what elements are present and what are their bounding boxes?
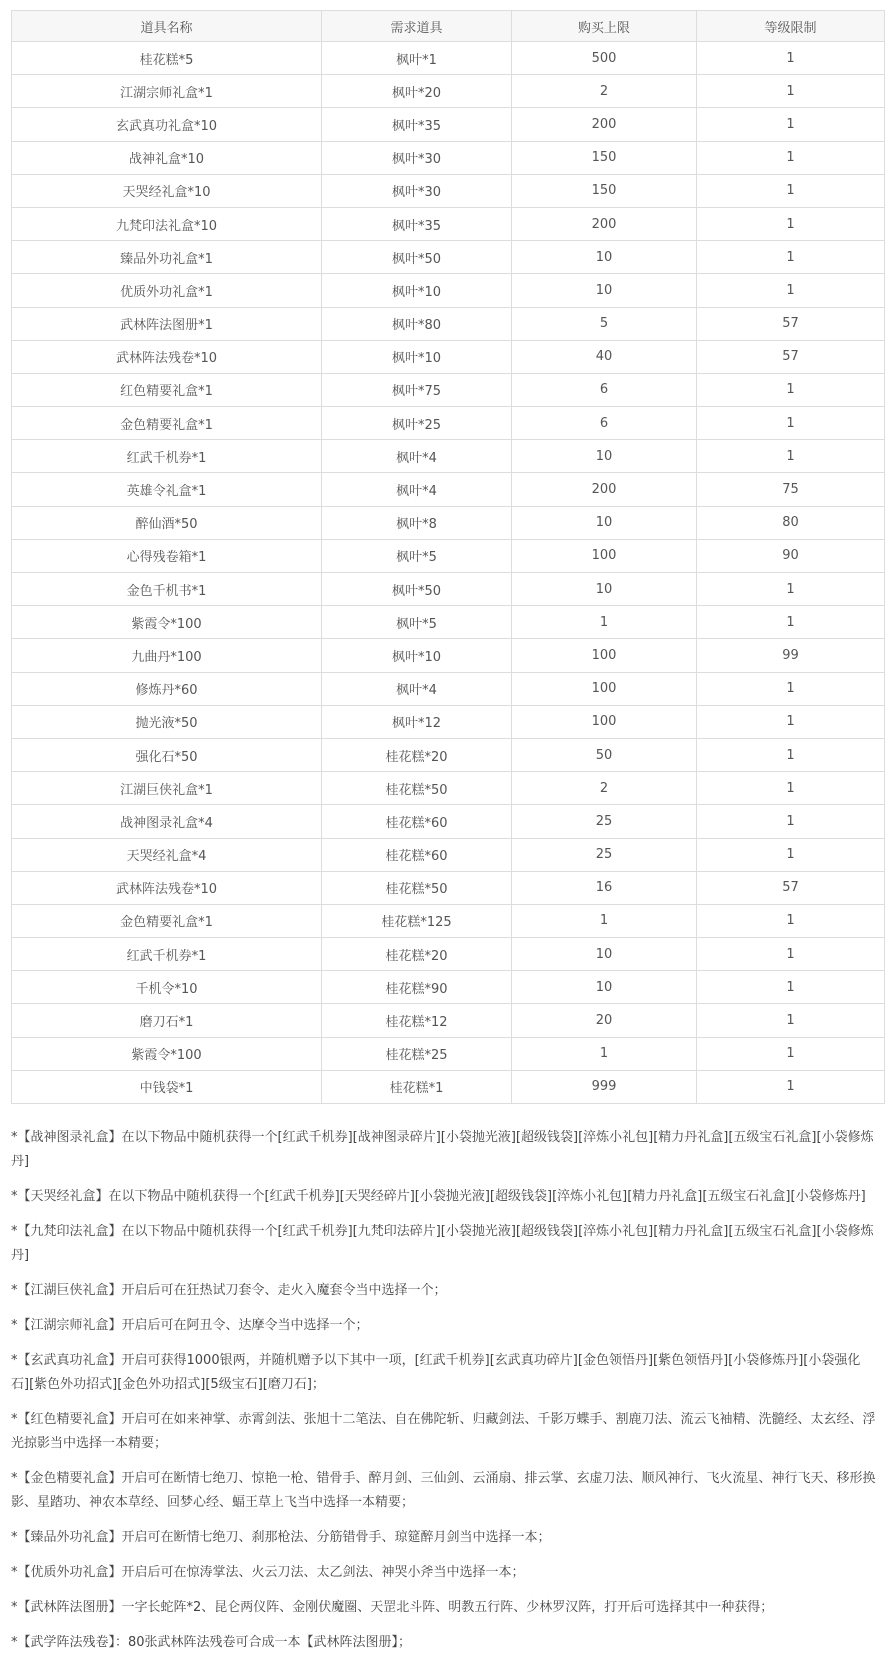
note-paragraph: *【玄武真功礼盒】开启可获得1000银两，并随机赠予以下其中一项，[红武千机券][玄武真功碎片][金色领悟丹][紫色领悟丹][小袋修炼丹][小袋强化石][紫色外功招式][金色外功招式][5级宝石][磨刀石]； bbox=[11, 1353, 861, 1392]
table-row bbox=[12, 639, 885, 672]
table-row bbox=[12, 938, 885, 971]
cell-level-limit: 90 bbox=[697, 539, 885, 572]
cell-required-item: 枫叶*35 bbox=[322, 207, 512, 240]
cell-required-item: 枫叶*5 bbox=[322, 606, 512, 639]
cell-purchase-limit: 100 bbox=[512, 639, 697, 672]
cell-item-name: 江湖宗师礼盒*1 bbox=[12, 75, 322, 108]
cell-required-item: 枫叶*25 bbox=[322, 407, 512, 440]
note-paragraph: *【红色精要礼盒】开启可在如来神掌、赤霄剑法、张旭十二笔法、自在佛陀斩、归藏剑法、千影万蝶手、割鹿刀法、流云飞袖精、洗髓经、太玄经、浮光掠影当中选择一本精要； bbox=[11, 1412, 876, 1451]
table-row bbox=[12, 539, 885, 572]
cell-required-item: 枫叶*30 bbox=[322, 141, 512, 174]
cell-item-name: 千机令*10 bbox=[12, 971, 322, 1004]
cell-item-name: 紫霞令*100 bbox=[12, 606, 322, 639]
cell-required-item: 桂花糕*12 bbox=[322, 1004, 512, 1037]
cell-purchase-limit: 100 bbox=[512, 539, 697, 572]
table-row bbox=[12, 373, 885, 406]
cell-item-name: 九曲丹*100 bbox=[12, 639, 322, 672]
cell-level-limit: 57 bbox=[697, 307, 885, 340]
cell-level-limit: 1 bbox=[697, 805, 885, 838]
table-row bbox=[12, 606, 885, 639]
cell-purchase-limit: 5 bbox=[512, 307, 697, 340]
cell-purchase-limit: 150 bbox=[512, 141, 697, 174]
cell-level-limit: 1 bbox=[697, 141, 885, 174]
cell-level-limit: 1 bbox=[697, 1037, 885, 1070]
note-paragraph: *【九梵印法礼盒】在以下物品中随机获得一个[红武千机券][九梵印法碎片][小袋抛光液][超级钱袋][淬炼小礼包][精力丹礼盒][五级宝石礼盒][小袋修炼丹] bbox=[11, 1224, 874, 1263]
table-row bbox=[12, 407, 885, 440]
cell-level-limit: 1 bbox=[697, 42, 885, 75]
note-paragraph: *【天哭经礼盒】在以下物品中随机获得一个[红武千机券][天哭经碎片][小袋抛光液][超级钱袋][淬炼小礼包][精力丹礼盒][五级宝石礼盒][小袋修炼丹] bbox=[11, 1189, 866, 1204]
cell-level-limit: 1 bbox=[697, 75, 885, 108]
cell-required-item: 桂花糕*50 bbox=[322, 871, 512, 904]
note-paragraph: *【优质外功礼盒】开启后可在惊涛掌法、火云刀法、太乙剑法、神哭小斧当中选择一本； bbox=[11, 1565, 525, 1580]
cell-level-limit: 1 bbox=[697, 705, 885, 738]
note-paragraph: *【江湖巨侠礼盒】开启后可在狂热试刀套令、走火入魔套令当中选择一个； bbox=[11, 1283, 447, 1298]
table-row bbox=[12, 805, 885, 838]
cell-purchase-limit: 40 bbox=[512, 340, 697, 373]
cell-item-name: 武林阵法图册*1 bbox=[12, 307, 322, 340]
cell-item-name: 心得残卷箱*1 bbox=[12, 539, 322, 572]
cell-item-name: 英雄令礼盒*1 bbox=[12, 473, 322, 506]
cell-level-limit: 75 bbox=[697, 473, 885, 506]
header-purchase-limit: 购买上限 bbox=[512, 11, 697, 42]
cell-purchase-limit: 6 bbox=[512, 407, 697, 440]
cell-level-limit: 1 bbox=[697, 207, 885, 240]
cell-required-item: 枫叶*75 bbox=[322, 373, 512, 406]
cell-item-name: 红武千机券*1 bbox=[12, 938, 322, 971]
table-row bbox=[12, 971, 885, 1004]
table-row bbox=[12, 440, 885, 473]
cell-purchase-limit: 1 bbox=[512, 606, 697, 639]
cell-level-limit: 1 bbox=[697, 241, 885, 274]
cell-purchase-limit: 1 bbox=[512, 1037, 697, 1070]
cell-item-name: 臻品外功礼盒*1 bbox=[12, 241, 322, 274]
cell-purchase-limit: 10 bbox=[512, 573, 697, 606]
cell-item-name: 武林阵法残卷*10 bbox=[12, 871, 322, 904]
cell-level-limit: 1 bbox=[697, 971, 885, 1004]
cell-required-item: 枫叶*10 bbox=[322, 274, 512, 307]
cell-required-item: 枫叶*10 bbox=[322, 639, 512, 672]
table-row bbox=[12, 1070, 885, 1103]
table-row bbox=[12, 42, 885, 75]
cell-purchase-limit: 1 bbox=[512, 904, 697, 937]
cell-purchase-limit: 999 bbox=[512, 1070, 697, 1103]
cell-required-item: 桂花糕*50 bbox=[322, 772, 512, 805]
table-row bbox=[12, 838, 885, 871]
cell-level-limit: 1 bbox=[697, 772, 885, 805]
cell-purchase-limit: 25 bbox=[512, 805, 697, 838]
table-row bbox=[12, 672, 885, 705]
note-paragraph: *【金色精要礼盒】开启可在断情七绝刀、惊艳一枪、错骨手、醉月剑、三仙剑、云涌扇、排云掌、玄虚刀法、顺风神行、飞火流星、神行飞天、移形换影、星踏功、神农本草经、回梦心经、蝠王草上飞当中选择一本精要； bbox=[11, 1471, 876, 1510]
cell-required-item: 枫叶*30 bbox=[322, 174, 512, 207]
cell-level-limit: 1 bbox=[697, 672, 885, 705]
cell-item-name: 红色精要礼盒*1 bbox=[12, 373, 322, 406]
cell-purchase-limit: 10 bbox=[512, 241, 697, 274]
cell-item-name: 金色精要礼盒*1 bbox=[12, 407, 322, 440]
cell-item-name: 磨刀石*1 bbox=[12, 1004, 322, 1037]
cell-required-item: 枫叶*4 bbox=[322, 672, 512, 705]
table-row bbox=[12, 473, 885, 506]
cell-purchase-limit: 50 bbox=[512, 738, 697, 771]
cell-level-limit: 1 bbox=[697, 938, 885, 971]
cell-item-name: 中钱袋*1 bbox=[12, 1070, 322, 1103]
table-row bbox=[12, 207, 885, 240]
cell-item-name: 武林阵法残卷*10 bbox=[12, 340, 322, 373]
cell-required-item: 枫叶*4 bbox=[322, 440, 512, 473]
cell-item-name: 战神礼盒*10 bbox=[12, 141, 322, 174]
cell-item-name: 金色千机书*1 bbox=[12, 573, 322, 606]
cell-level-limit: 1 bbox=[697, 108, 885, 141]
table-row bbox=[12, 307, 885, 340]
cell-purchase-limit: 500 bbox=[512, 42, 697, 75]
cell-item-name: 玄武真功礼盒*10 bbox=[12, 108, 322, 141]
note-paragraph: *【武林阵法图册】一字长蛇阵*2、昆仑两仪阵、金刚伏魔圈、天罡北斗阵、明教五行阵、少林罗汉阵，打开后可选择其中一种获得； bbox=[11, 1600, 774, 1615]
cell-purchase-limit: 6 bbox=[512, 373, 697, 406]
cell-required-item: 枫叶*1 bbox=[322, 42, 512, 75]
note-paragraph: *【战神图录礼盒】在以下物品中随机获得一个[红武千机券][战神图录碎片][小袋抛光液][超级钱袋][淬炼小礼包][精力丹礼盒][五级宝石礼盒][小袋修炼丹] bbox=[11, 1130, 874, 1169]
cell-level-limit: 1 bbox=[697, 274, 885, 307]
exchange-table bbox=[11, 10, 885, 1104]
cell-required-item: 枫叶*20 bbox=[322, 75, 512, 108]
cell-level-limit: 57 bbox=[697, 871, 885, 904]
cell-required-item: 桂花糕*60 bbox=[322, 838, 512, 871]
cell-item-name: 金色精要礼盒*1 bbox=[12, 904, 322, 937]
table-row bbox=[12, 141, 885, 174]
table-row bbox=[12, 174, 885, 207]
table-row bbox=[12, 904, 885, 937]
cell-purchase-limit: 10 bbox=[512, 274, 697, 307]
cell-item-name: 红武千机券*1 bbox=[12, 440, 322, 473]
cell-level-limit: 1 bbox=[697, 440, 885, 473]
cell-purchase-limit: 20 bbox=[512, 1004, 697, 1037]
table-row bbox=[12, 705, 885, 738]
table-row bbox=[12, 75, 885, 108]
cell-level-limit: 1 bbox=[697, 738, 885, 771]
table-row bbox=[12, 738, 885, 771]
cell-level-limit: 1 bbox=[697, 174, 885, 207]
table-row bbox=[12, 1004, 885, 1037]
table-header-row bbox=[12, 11, 885, 42]
table-row bbox=[12, 340, 885, 373]
cell-level-limit: 99 bbox=[697, 639, 885, 672]
cell-purchase-limit: 10 bbox=[512, 440, 697, 473]
cell-required-item: 桂花糕*20 bbox=[322, 738, 512, 771]
cell-level-limit: 1 bbox=[697, 573, 885, 606]
table-body bbox=[12, 42, 885, 1104]
cell-purchase-limit: 2 bbox=[512, 75, 697, 108]
note-paragraph: *【武学阵法残卷】：80张武林阵法残卷可合成一本【武林阵法图册】； bbox=[11, 1635, 412, 1650]
cell-required-item: 桂花糕*60 bbox=[322, 805, 512, 838]
cell-item-name: 紫霞令*100 bbox=[12, 1037, 322, 1070]
cell-level-limit: 1 bbox=[697, 373, 885, 406]
cell-purchase-limit: 200 bbox=[512, 207, 697, 240]
cell-purchase-limit: 200 bbox=[512, 108, 697, 141]
cell-purchase-limit: 150 bbox=[512, 174, 697, 207]
cell-level-limit: 1 bbox=[697, 904, 885, 937]
cell-required-item: 枫叶*8 bbox=[322, 506, 512, 539]
cell-purchase-limit: 100 bbox=[512, 705, 697, 738]
header-level-limit: 等级限制 bbox=[697, 11, 885, 42]
cell-required-item: 桂花糕*125 bbox=[322, 904, 512, 937]
header-required-item: 需求道具 bbox=[322, 11, 512, 42]
cell-required-item: 桂花糕*25 bbox=[322, 1037, 512, 1070]
note-paragraph: *【江湖宗师礼盒】开启后可在阿丑令、达摩令当中选择一个； bbox=[11, 1318, 369, 1333]
table-row bbox=[12, 241, 885, 274]
table-row bbox=[12, 573, 885, 606]
cell-item-name: 江湖巨侠礼盒*1 bbox=[12, 772, 322, 805]
cell-level-limit: 1 bbox=[697, 838, 885, 871]
cell-level-limit: 1 bbox=[697, 407, 885, 440]
notes-section bbox=[11, 1126, 884, 1655]
table-row bbox=[12, 506, 885, 539]
cell-level-limit: 57 bbox=[697, 340, 885, 373]
table-row bbox=[12, 274, 885, 307]
cell-item-name: 天哭经礼盒*4 bbox=[12, 838, 322, 871]
note-paragraph: *【臻品外功礼盒】开启可在断情七绝刀、刹那枪法、分筋错骨手、琼筵醉月剑当中选择一本； bbox=[11, 1530, 551, 1545]
cell-purchase-limit: 10 bbox=[512, 971, 697, 1004]
table-row bbox=[12, 772, 885, 805]
cell-purchase-limit: 200 bbox=[512, 473, 697, 506]
cell-required-item: 桂花糕*1 bbox=[322, 1070, 512, 1103]
cell-required-item: 枫叶*4 bbox=[322, 473, 512, 506]
cell-required-item: 枫叶*35 bbox=[322, 108, 512, 141]
cell-item-name: 抛光液*50 bbox=[12, 705, 322, 738]
cell-purchase-limit: 100 bbox=[512, 672, 697, 705]
cell-required-item: 枫叶*80 bbox=[322, 307, 512, 340]
cell-item-name: 战神图录礼盒*4 bbox=[12, 805, 322, 838]
cell-level-limit: 1 bbox=[697, 1004, 885, 1037]
table-row bbox=[12, 108, 885, 141]
cell-item-name: 醉仙酒*50 bbox=[12, 506, 322, 539]
cell-purchase-limit: 10 bbox=[512, 938, 697, 971]
cell-required-item: 枫叶*10 bbox=[322, 340, 512, 373]
cell-purchase-limit: 10 bbox=[512, 506, 697, 539]
cell-item-name: 修炼丹*60 bbox=[12, 672, 322, 705]
article-content bbox=[11, 10, 884, 1666]
cell-required-item: 枫叶*12 bbox=[322, 705, 512, 738]
cell-item-name: 九梵印法礼盒*10 bbox=[12, 207, 322, 240]
table-row bbox=[12, 871, 885, 904]
cell-level-limit: 80 bbox=[697, 506, 885, 539]
cell-required-item: 桂花糕*20 bbox=[322, 938, 512, 971]
cell-required-item: 桂花糕*90 bbox=[322, 971, 512, 1004]
cell-purchase-limit: 25 bbox=[512, 838, 697, 871]
cell-level-limit: 1 bbox=[697, 1070, 885, 1103]
cell-purchase-limit: 16 bbox=[512, 871, 697, 904]
cell-item-name: 强化石*50 bbox=[12, 738, 322, 771]
cell-item-name: 桂花糕*5 bbox=[12, 42, 322, 75]
cell-purchase-limit: 2 bbox=[512, 772, 697, 805]
cell-item-name: 优质外功礼盒*1 bbox=[12, 274, 322, 307]
header-item-name: 道具名称 bbox=[12, 11, 322, 42]
table-row bbox=[12, 1037, 885, 1070]
cell-required-item: 枫叶*5 bbox=[322, 539, 512, 572]
cell-item-name: 天哭经礼盒*10 bbox=[12, 174, 322, 207]
cell-required-item: 枫叶*50 bbox=[322, 573, 512, 606]
cell-required-item: 枫叶*50 bbox=[322, 241, 512, 274]
cell-level-limit: 1 bbox=[697, 606, 885, 639]
